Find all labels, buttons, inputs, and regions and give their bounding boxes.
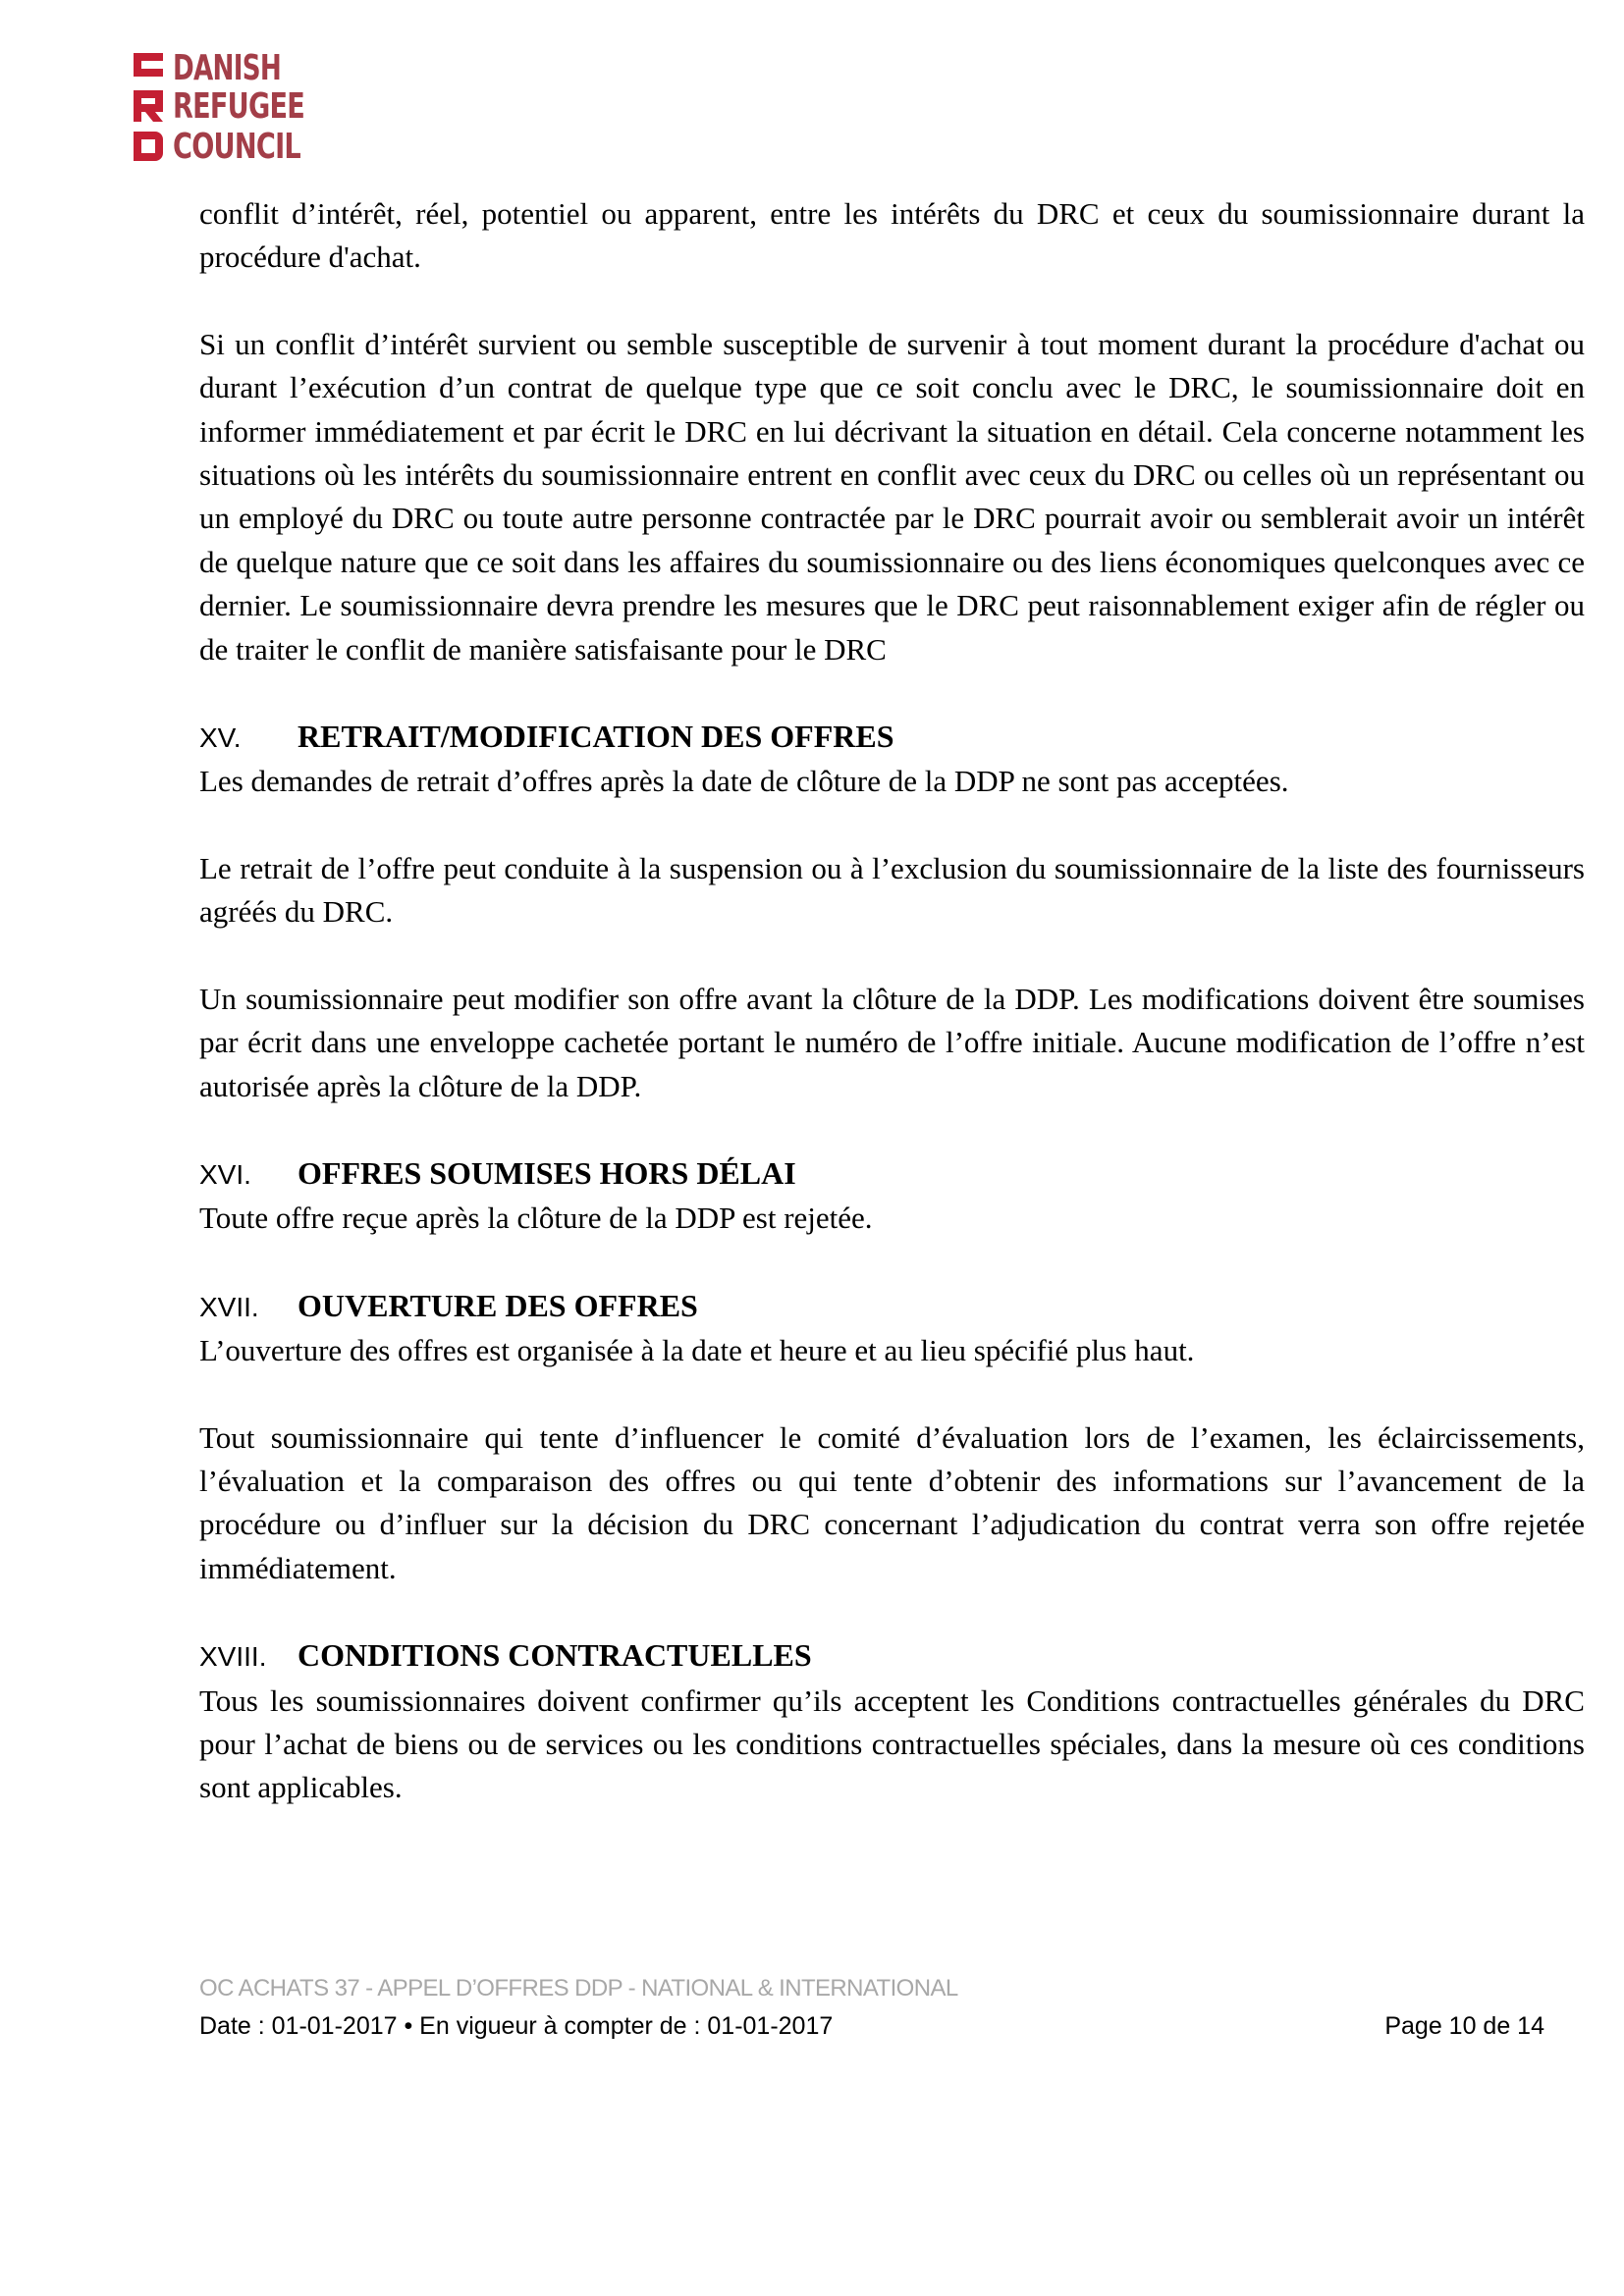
footer-document-title: OC ACHATS 37 - APPEL D’OFFRES DDP - NATIONAL & INTERNATIONAL bbox=[199, 1975, 958, 2002]
section-heading-xv bbox=[199, 715, 1585, 760]
logo-line-refugee: REFUGEE bbox=[173, 86, 304, 127]
conflict-of-interest-paragraph: Si un conflit d’intérêt survient ou semble susceptible de survenir à tout moment durant la procédure d'achat ou durant l’exécution d’un contrat de quelque type que ce soit conclu avec le DRC, le soumissionnaire doit en informer immédiatement et par écrit le DRC en lui décrivant la situation en détail. Cela concerne notamment les situations où les intérêts du soumissionnaire entrent en conflit avec ceux du DRC ou celles où un représentant ou un employé du DRC ou toute autre personne contractée par le DRC pourrait avoir ou semblerait avoir un intérêt de quelque nature que ce soit dans les affaires du soumissionnaire ou des liens économiques quelconques avec ce dernier. Le soumissionnaire devra prendre les mesures que le DRC peut raisonnablement exiger afin de régler ou de traiter le conflit de manière satisfaisante pour le DRC bbox=[199, 326, 1585, 667]
section-paragraph: Le retrait de l’offre peut conduite à la suspension ou à l’exclusion du soumissionnaire de la liste des fournisseurs agréés du DRC. bbox=[199, 850, 1585, 930]
footer-date: Date : 01-01-2017 • En vigueur à compter de : 01-01-2017 bbox=[199, 2012, 834, 2040]
logo-line-council: COUNCIL bbox=[173, 127, 301, 167]
section-paragraph: Un soumissionnaire peut modifier son offre avant la clôture de la DDP. Les modifications doivent être soumises par écrit dans une enveloppe cachetée portant le numéro de l’offre initiale. Aucune modification de l’offre n’est autorisée après la clôture de la DDP. bbox=[199, 981, 1585, 1103]
section-number: XVIII. bbox=[199, 1641, 267, 1673]
section-heading-xviii bbox=[199, 1633, 1585, 1679]
section-paragraph: Tout soumissionnaire qui tente d’influencer le comité d’évaluation lors de l’examen, les éclaircissements, l’évaluation et la comparaison des offres ou qui tente d’obtenir des informations sur l’avancement de la procédure ou d’influer sur la décision du DRC concernant l’adjudication du contrat verra son offre rejetée immédiatement. bbox=[199, 1419, 1585, 1585]
section-number: XV. bbox=[199, 722, 242, 754]
section-heading-xvii bbox=[199, 1284, 1585, 1329]
section-paragraph: Toute offre reçue après la clôture de la DDP est rejetée. bbox=[199, 1201, 873, 1236]
footer-meta bbox=[199, 2012, 1544, 2041]
section-paragraph: L’ouverture des offres est organisée à la date et heure et au lieu spécifié plus haut. bbox=[199, 1333, 1195, 1368]
section-title: OUVERTURE DES OFFRES bbox=[298, 1287, 698, 1323]
section-heading-xvi bbox=[199, 1151, 1585, 1197]
section-number: XVI. bbox=[199, 1158, 251, 1190]
logo-line-danish: DANISH bbox=[173, 48, 281, 88]
drc-logo bbox=[132, 49, 328, 165]
document-body bbox=[199, 192, 1585, 1810]
section-title: RETRAIT/MODIFICATION DES OFFRES bbox=[298, 719, 894, 755]
section-paragraph: Les demandes de retrait d’offres après la date de clôture de la DDP ne sont pas acceptées. bbox=[199, 764, 1289, 799]
intro-paragraph: conflit d’intérêt, réel, potentiel ou apparent, entre les intérêts du DRC et ceux du soumissionnaire durant la procédure d'achat. bbox=[199, 196, 1585, 275]
footer-page-number: Page 10 de 14 bbox=[1384, 2012, 1544, 2040]
drc-monogram bbox=[134, 53, 163, 161]
section-paragraph: Tous les soumissionnaires doivent confirmer qu’ils acceptent les Conditions contractuelles générales du DRC pour l’achat de biens ou de services ou les conditions contractuelles spéciales, dans la mesure où ces conditions sont applicables. bbox=[199, 1682, 1585, 1805]
section-title: CONDITIONS CONTRACTUELLES bbox=[298, 1637, 812, 1674]
section-title: OFFRES SOUMISES HORS DÉLAI bbox=[298, 1154, 796, 1191]
section-number: XVII. bbox=[199, 1291, 259, 1322]
